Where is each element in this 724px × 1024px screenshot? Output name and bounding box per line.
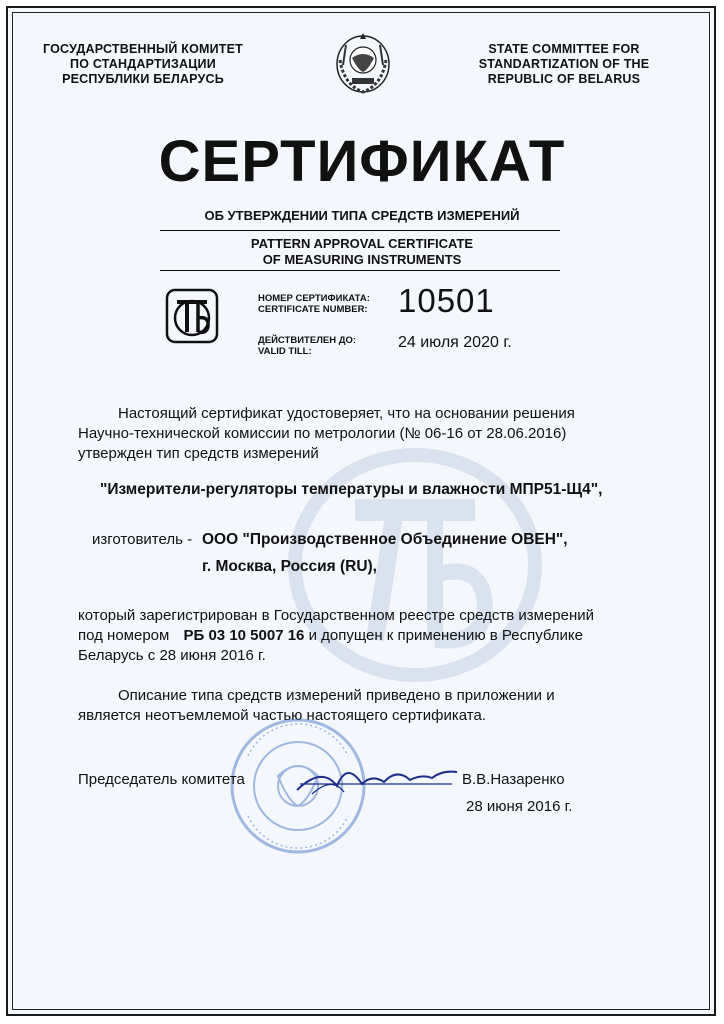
header-right-line: STATE COMMITTEE FOR <box>488 42 640 56</box>
paragraph2-line: который зарегистрирован в Государственном реестре средств измерений <box>78 607 595 624</box>
subtitle-en-line: PATTERN APPROVAL CERTIFICATE <box>250 236 474 251</box>
header-left-line: ГОСУДАРСТВЕННЫЙ КОМИТЕТ <box>42 42 244 56</box>
divider <box>160 230 560 231</box>
belarus-emblem-icon <box>332 30 394 96</box>
paragraph2-line: Беларусь с 28 июня 2016 г. <box>78 647 266 664</box>
valid-till-date: 24 июля 2020 г. <box>398 334 512 351</box>
handwritten-signature <box>292 756 462 802</box>
certificate-title: СЕРТИФИКАТ <box>158 129 566 194</box>
valid-label-en: VALID TILL: <box>258 346 312 357</box>
paragraph3-line: Описание типа средств измерений приведено в приложении и <box>118 687 555 704</box>
subtitle-en <box>0 236 724 268</box>
valid-label-ru: ДЕЙСТВИТЕЛЕН ДО: <box>258 335 357 346</box>
subtitle-ru: ОБ УТВЕРЖДЕНИИ ТИПА СРЕДСТВ ИЗМЕРЕНИЙ <box>204 208 520 223</box>
paragraph1-line: утвержден тип средств измерений <box>78 445 319 462</box>
number-label-en: CERTIFICATE NUMBER: <box>258 304 368 315</box>
reg-suffix: и допущен к применению в Республике <box>308 627 583 644</box>
header-left-line: ПО СТАНДАРТИЗАЦИИ <box>70 57 216 71</box>
subtitle-en-line: OF MEASURING INSTRUMENTS <box>262 252 462 267</box>
manufacturer-name: ООО "Производственное Объединение ОВЕН", <box>202 531 568 548</box>
header-right <box>454 42 674 87</box>
signature-date: 28 июня 2016 г. <box>466 798 573 815</box>
reg-prefix: под номером <box>78 627 170 644</box>
header-left <box>38 42 248 87</box>
instrument-name: "Измерители-регуляторы температуры и влажности МПР51-Щ4", <box>100 481 603 498</box>
header-right-line: REPUBLIC OF BELARUS <box>487 72 641 86</box>
header-right-line: STANDARTIZATION OF THE <box>478 57 650 71</box>
standard-mark-icon <box>165 288 219 344</box>
header-left-line: РЕСПУБЛИКИ БЕЛАРУСЬ <box>62 72 224 86</box>
registry-number: РБ 03 10 5007 16 <box>183 627 305 644</box>
number-label <box>258 293 370 315</box>
paragraph1-line: Научно-технической комиссии по метрологии (№ 06-16 от 28.06.2016) <box>78 425 567 442</box>
paragraph3-line: является неотъемлемой частью настоящего сертификата. <box>78 707 486 724</box>
paragraph2-line <box>78 626 583 646</box>
signatory-role: Председатель комитета <box>78 771 245 788</box>
divider <box>160 270 560 271</box>
signatory-name: В.В.Назаренко <box>462 771 565 788</box>
number-label-ru: НОМЕР СЕРТИФИКАТА: <box>258 293 370 304</box>
manufacturer-city: г. Москва, Россия (RU), <box>202 558 377 575</box>
certificate-number: 10501 <box>398 282 495 319</box>
valid-label <box>258 335 356 357</box>
paragraph1-line: Настоящий сертификат удостоверяет, что на основании решения <box>118 405 575 422</box>
manufacturer-label: изготовитель - <box>92 531 193 548</box>
